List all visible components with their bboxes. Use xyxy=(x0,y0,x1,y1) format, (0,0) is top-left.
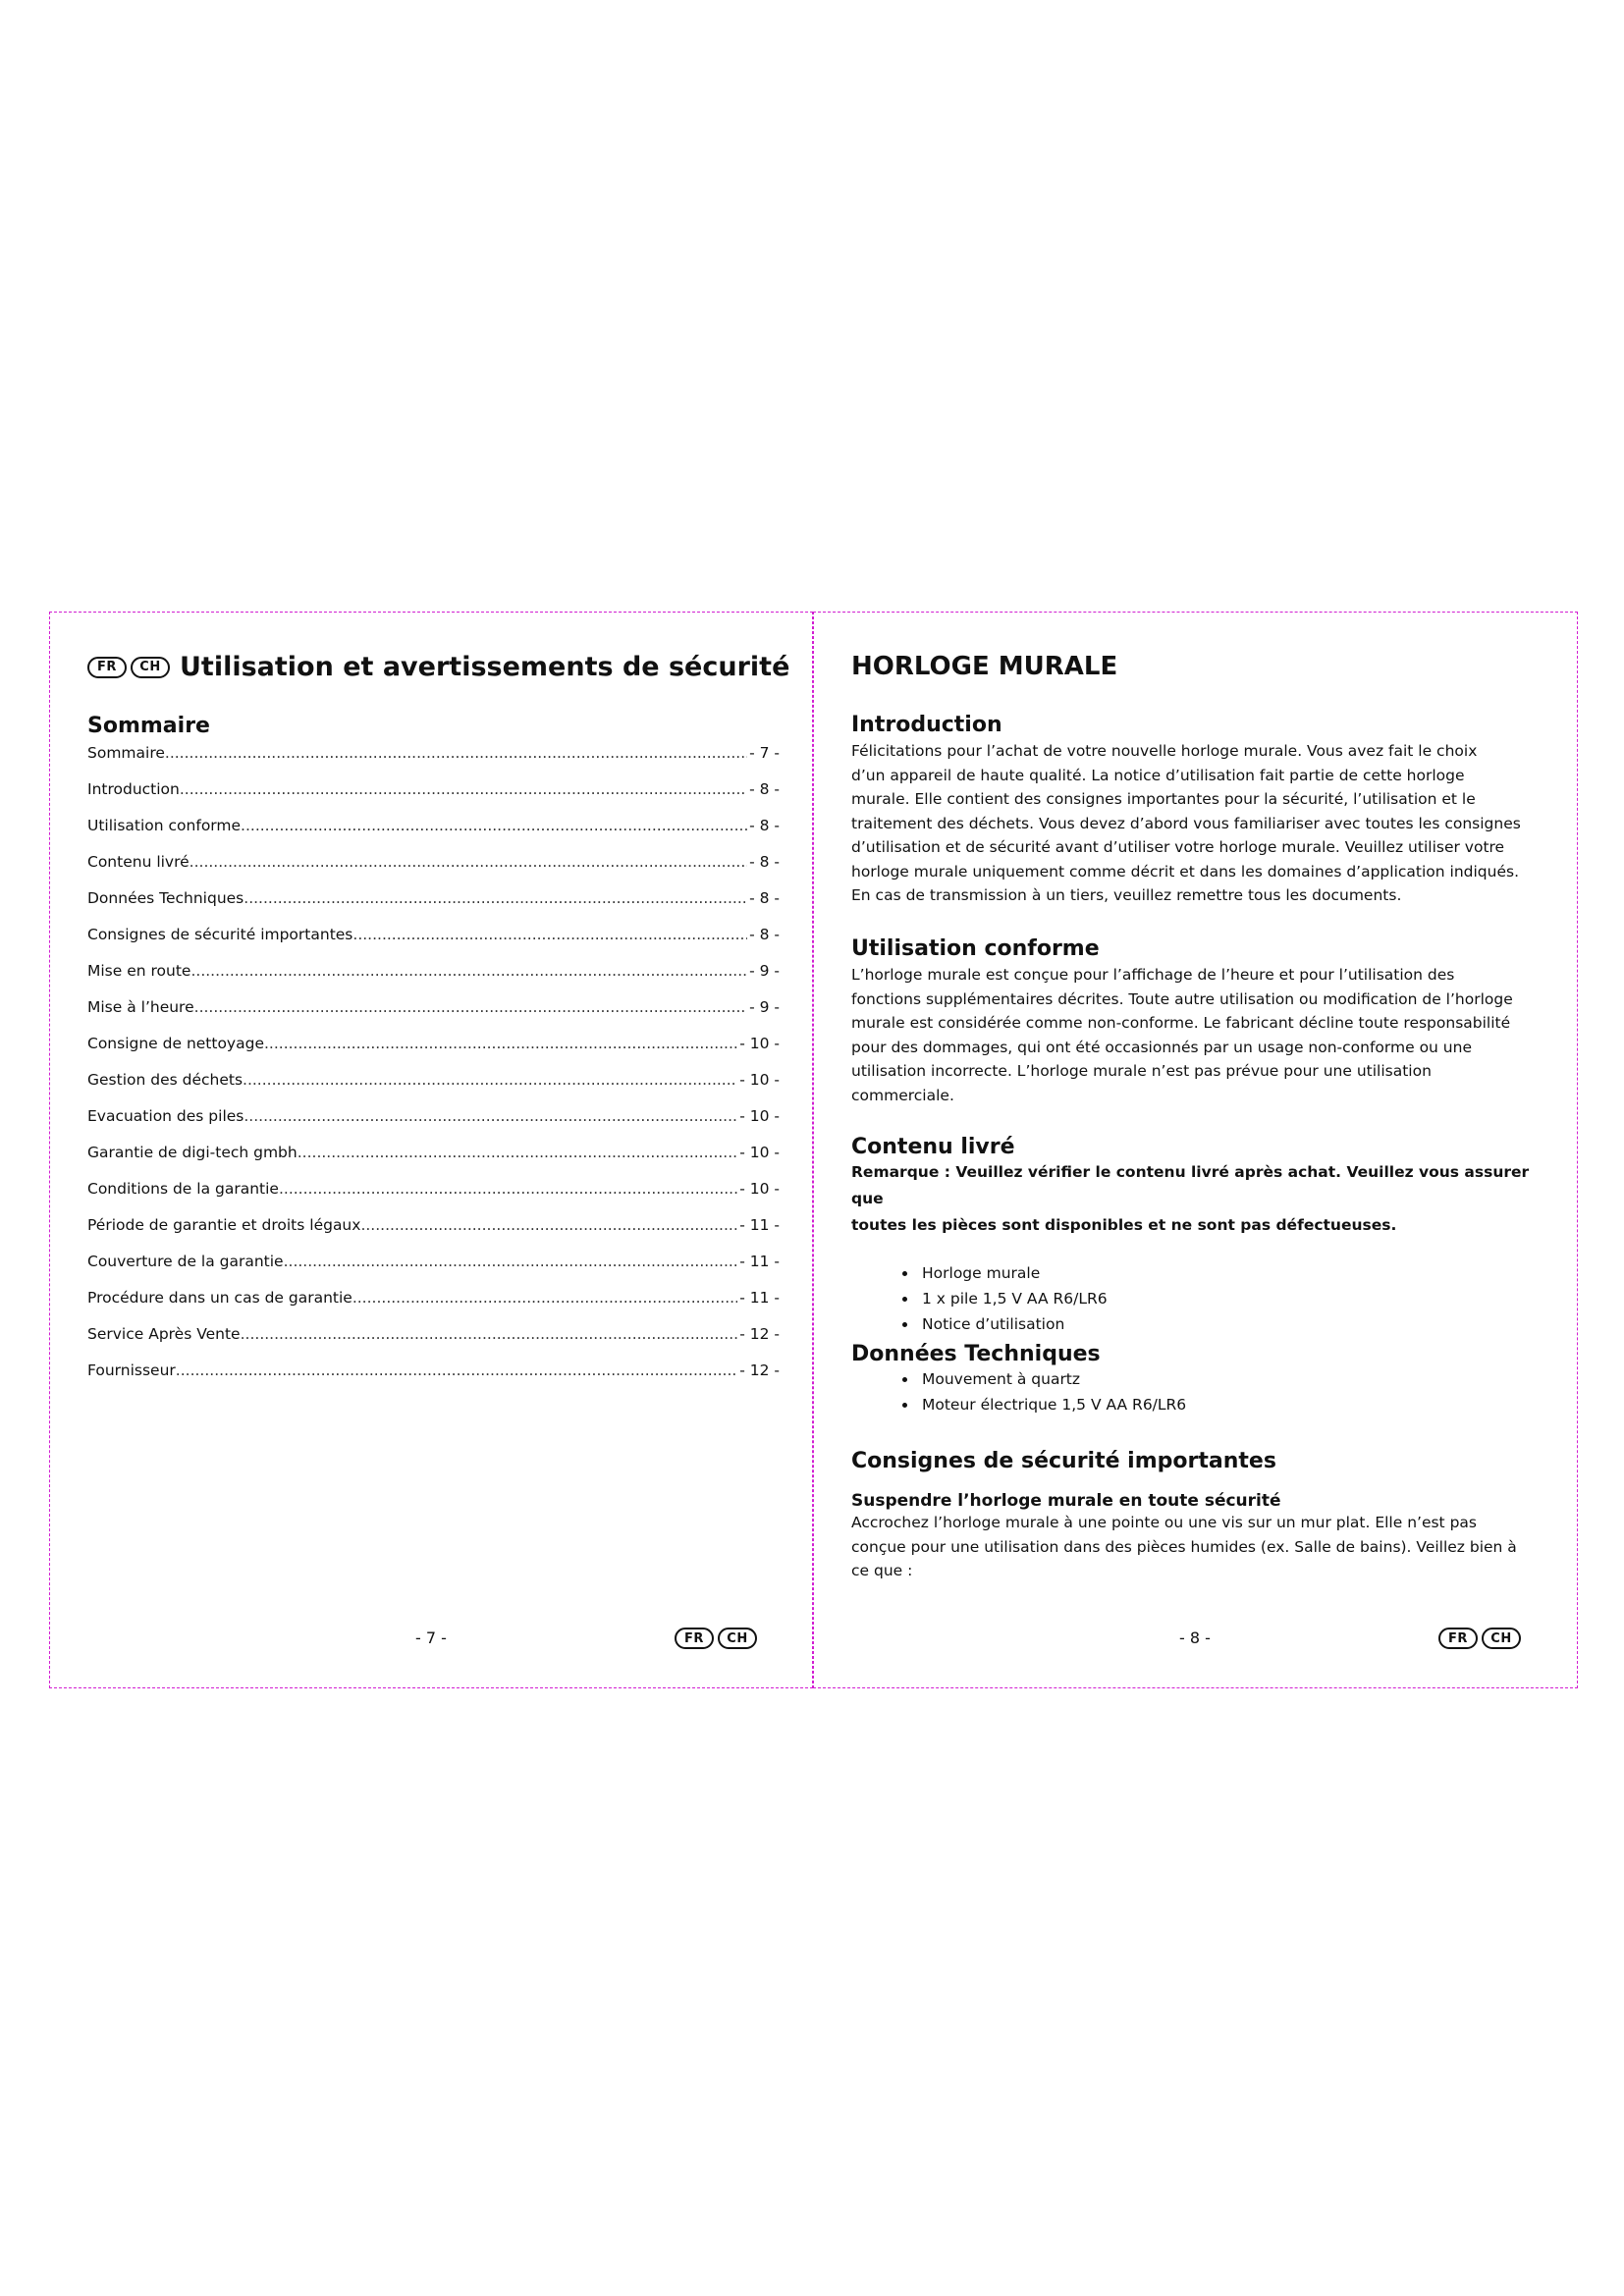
toc-entry xyxy=(87,1361,780,1397)
toc-leader-dots xyxy=(241,1324,738,1344)
contenu-section xyxy=(851,1135,1543,1337)
intro-line: d’un appareil de haute qualité. La notice d’utilisation fait partie de cette horloge xyxy=(851,766,1465,784)
intro-line: d’utilisation et de sécurité avant d’utiliser votre horloge murale. Veuillez utiliser votre xyxy=(851,838,1505,856)
toc-entry xyxy=(87,1143,780,1179)
toc-leader-dots xyxy=(189,852,747,872)
table-of-contents xyxy=(87,743,780,1397)
toc-leader-dots xyxy=(352,1288,737,1308)
toc-entry xyxy=(87,888,780,925)
toc-leader-dots xyxy=(284,1252,738,1271)
right-page-number: - 8 - xyxy=(1179,1629,1211,1647)
toc-leader-dots xyxy=(180,779,747,799)
list-item: • Moteur électrique 1,5 V AA R6/LR6 xyxy=(918,1392,1543,1417)
contenu-remark xyxy=(851,1159,1543,1239)
toc-entry xyxy=(87,997,780,1034)
toc-entry-label: Introduction xyxy=(87,780,180,798)
intro-line: horloge murale uniquement comme décrit et dans les domaines d’application indiqués. xyxy=(851,862,1520,881)
footer-badge-ch: CH xyxy=(1482,1628,1521,1649)
toc-leader-dots xyxy=(264,1034,737,1053)
consignes-line: ce que : xyxy=(851,1562,913,1579)
toc-entry-page: - 10 - xyxy=(739,1071,780,1089)
contenu-list xyxy=(851,1260,1543,1337)
toc-entry xyxy=(87,1215,780,1252)
list-item: • Horloge murale xyxy=(918,1260,1543,1286)
consignes-line: conçue pour une utilisation dans des pièces humides (ex. Salle de bains). Veillez bien à xyxy=(851,1537,1517,1556)
utilisation-line: fonctions supplémentaires décrites. Toute autre utilisation ou modification de l’horloge xyxy=(851,989,1513,1008)
left-page-header xyxy=(87,652,789,682)
toc-entry-page: - 10 - xyxy=(739,1180,780,1198)
toc-leader-dots xyxy=(244,1106,737,1126)
intro-line: traitement des déchets. Vous devez d’abord vous familiariser avec toutes les consignes xyxy=(851,814,1521,832)
toc-leader-dots xyxy=(165,743,747,763)
utilisation-text xyxy=(851,963,1543,1107)
toc-leader-dots xyxy=(298,1143,738,1162)
toc-entry xyxy=(87,1324,780,1361)
utilisation-line: pour des dommages, qui ont été occasionnés par un usage non-conforme ou une xyxy=(851,1038,1472,1056)
toc-entry-label: Couverture de la garantie xyxy=(87,1253,284,1270)
toc-entry-label: Mise à l’heure xyxy=(87,998,194,1016)
toc-entry xyxy=(87,743,780,779)
toc-leader-dots xyxy=(360,1215,737,1235)
toc-entry-page: - 10 - xyxy=(739,1144,780,1161)
toc-heading: Sommaire xyxy=(87,714,210,738)
toc-leader-dots xyxy=(190,961,747,981)
toc-entry xyxy=(87,1179,780,1215)
utilisation-line: commerciale. xyxy=(851,1086,954,1104)
right-page xyxy=(813,612,1578,1688)
intro-line: Félicitations pour l’achat de votre nouvelle horloge murale. Vous avez fait le choix xyxy=(851,742,1478,760)
toc-entry-label: Fournisseur xyxy=(87,1362,176,1379)
toc-leader-dots xyxy=(279,1179,737,1199)
right-page-title: HORLOGE MURALE xyxy=(851,652,1118,681)
intro-line: En cas de transmission à un tiers, veuillez remettre tous les documents. xyxy=(851,886,1402,904)
toc-entry-label: Evacuation des piles xyxy=(87,1107,244,1125)
utilisation-line: utilisation incorrecte. L’horloge murale n’est pas prévue pour une utilisation xyxy=(851,1062,1432,1080)
toc-leader-dots xyxy=(352,925,747,944)
toc-leader-dots xyxy=(244,888,747,908)
country-badge-fr: FR xyxy=(87,657,127,678)
right-footer-badges xyxy=(1438,1628,1525,1649)
utilisation-section xyxy=(851,936,1543,1107)
toc-leader-dots xyxy=(241,816,747,835)
toc-entry xyxy=(87,816,780,852)
toc-entry xyxy=(87,1106,780,1143)
toc-entry-label: Contenu livré xyxy=(87,853,189,871)
consignes-line: Accrochez l’horloge murale à une pointe ou une vis sur un mur plat. Elle n’est pas xyxy=(851,1514,1477,1531)
toc-entry-label: Sommaire xyxy=(87,744,165,762)
toc-entry-label: Gestion des déchets xyxy=(87,1071,244,1089)
toc-entry xyxy=(87,1252,780,1288)
toc-entry xyxy=(87,1070,780,1106)
toc-entry-page: - 8 - xyxy=(749,889,780,907)
toc-entry-label: Consignes de sécurité importantes xyxy=(87,926,353,943)
introduction-text xyxy=(851,739,1543,908)
toc-entry-label: Conditions de la garantie xyxy=(87,1180,279,1198)
toc-entry-label: Service Après Vente xyxy=(87,1325,241,1343)
footer-badge-ch: CH xyxy=(718,1628,757,1649)
contenu-heading: Contenu livré xyxy=(851,1135,1015,1159)
utilisation-line: L’horloge murale est conçue pour l’affichage de l’heure et pour l’utilisation des xyxy=(851,966,1455,984)
toc-entry-page: - 10 - xyxy=(739,1035,780,1052)
left-page xyxy=(49,612,813,1688)
toc-entry-page: - 8 - xyxy=(749,926,780,943)
toc-entry xyxy=(87,852,780,888)
toc-entry-label: Garantie de digi-tech gmbh xyxy=(87,1144,298,1161)
consignes-subheading: Suspendre l’horloge murale en toute sécurité xyxy=(851,1491,1281,1511)
toc-entry-page: - 12 - xyxy=(739,1362,780,1379)
footer-badge-fr: FR xyxy=(675,1628,714,1649)
toc-entry-page: - 9 - xyxy=(749,962,780,980)
list-item: • 1 x pile 1,5 V AA R6/LR6 xyxy=(918,1286,1543,1311)
toc-entry xyxy=(87,1034,780,1070)
utilisation-heading: Utilisation conforme xyxy=(851,936,1100,961)
left-page-title: Utilisation et avertissements de sécurité xyxy=(180,652,790,682)
donnees-heading: Données Techniques xyxy=(851,1342,1101,1366)
consignes-section xyxy=(851,1449,1543,1583)
toc-leader-dots xyxy=(243,1070,737,1090)
list-item: • Mouvement à quartz xyxy=(918,1366,1543,1392)
toc-entry xyxy=(87,961,780,997)
toc-entry-page: - 8 - xyxy=(749,780,780,798)
toc-entry-label: Consigne de nettoyage xyxy=(87,1035,264,1052)
toc-entry-page: - 10 - xyxy=(739,1107,780,1125)
left-footer-badges xyxy=(675,1628,761,1649)
toc-entry-label: Procédure dans un cas de garantie xyxy=(87,1289,352,1307)
toc-entry-page: - 11 - xyxy=(739,1289,780,1307)
remark-line: toutes les pièces sont disponibles et ne sont pas défectueuses. xyxy=(851,1216,1397,1234)
introduction-section xyxy=(851,713,1543,908)
toc-entry-page: - 11 - xyxy=(739,1253,780,1270)
toc-entry-label: Utilisation conforme xyxy=(87,817,242,834)
consignes-text xyxy=(851,1511,1543,1583)
consignes-heading: Consignes de sécurité importantes xyxy=(851,1449,1276,1473)
donnees-section xyxy=(851,1342,1543,1417)
toc-entry xyxy=(87,925,780,961)
toc-entry xyxy=(87,1288,780,1324)
list-item: • Notice d’utilisation xyxy=(918,1311,1543,1337)
toc-entry-page: - 8 - xyxy=(749,817,780,834)
toc-entry-label: Données Techniques xyxy=(87,889,244,907)
toc-entry-page: - 12 - xyxy=(739,1325,780,1343)
toc-entry-page: - 11 - xyxy=(739,1216,780,1234)
toc-entry-label: Mise en route xyxy=(87,962,191,980)
introduction-heading: Introduction xyxy=(851,713,1002,737)
toc-entry-page: - 9 - xyxy=(749,998,780,1016)
intro-line: murale. Elle contient des consignes importantes pour la sécurité, l’utilisation et le xyxy=(851,790,1476,808)
donnees-list xyxy=(851,1366,1543,1417)
toc-entry-page: - 8 - xyxy=(749,853,780,871)
toc-leader-dots xyxy=(176,1361,737,1380)
toc-entry xyxy=(87,779,780,816)
toc-leader-dots xyxy=(194,997,747,1017)
country-badge-ch: CH xyxy=(131,657,170,678)
footer-badge-fr: FR xyxy=(1438,1628,1478,1649)
toc-entry-page: - 7 - xyxy=(749,744,780,762)
toc-entry-label: Période de garantie et droits légaux xyxy=(87,1216,361,1234)
utilisation-line: murale est considérée comme non-conforme. Le fabricant décline toute responsabilité xyxy=(851,1014,1511,1032)
remark-line: Remarque : Veuillez vérifier le contenu livré après achat. Veuillez vous assurer que xyxy=(851,1163,1530,1207)
left-page-number: - 7 - xyxy=(415,1629,447,1647)
